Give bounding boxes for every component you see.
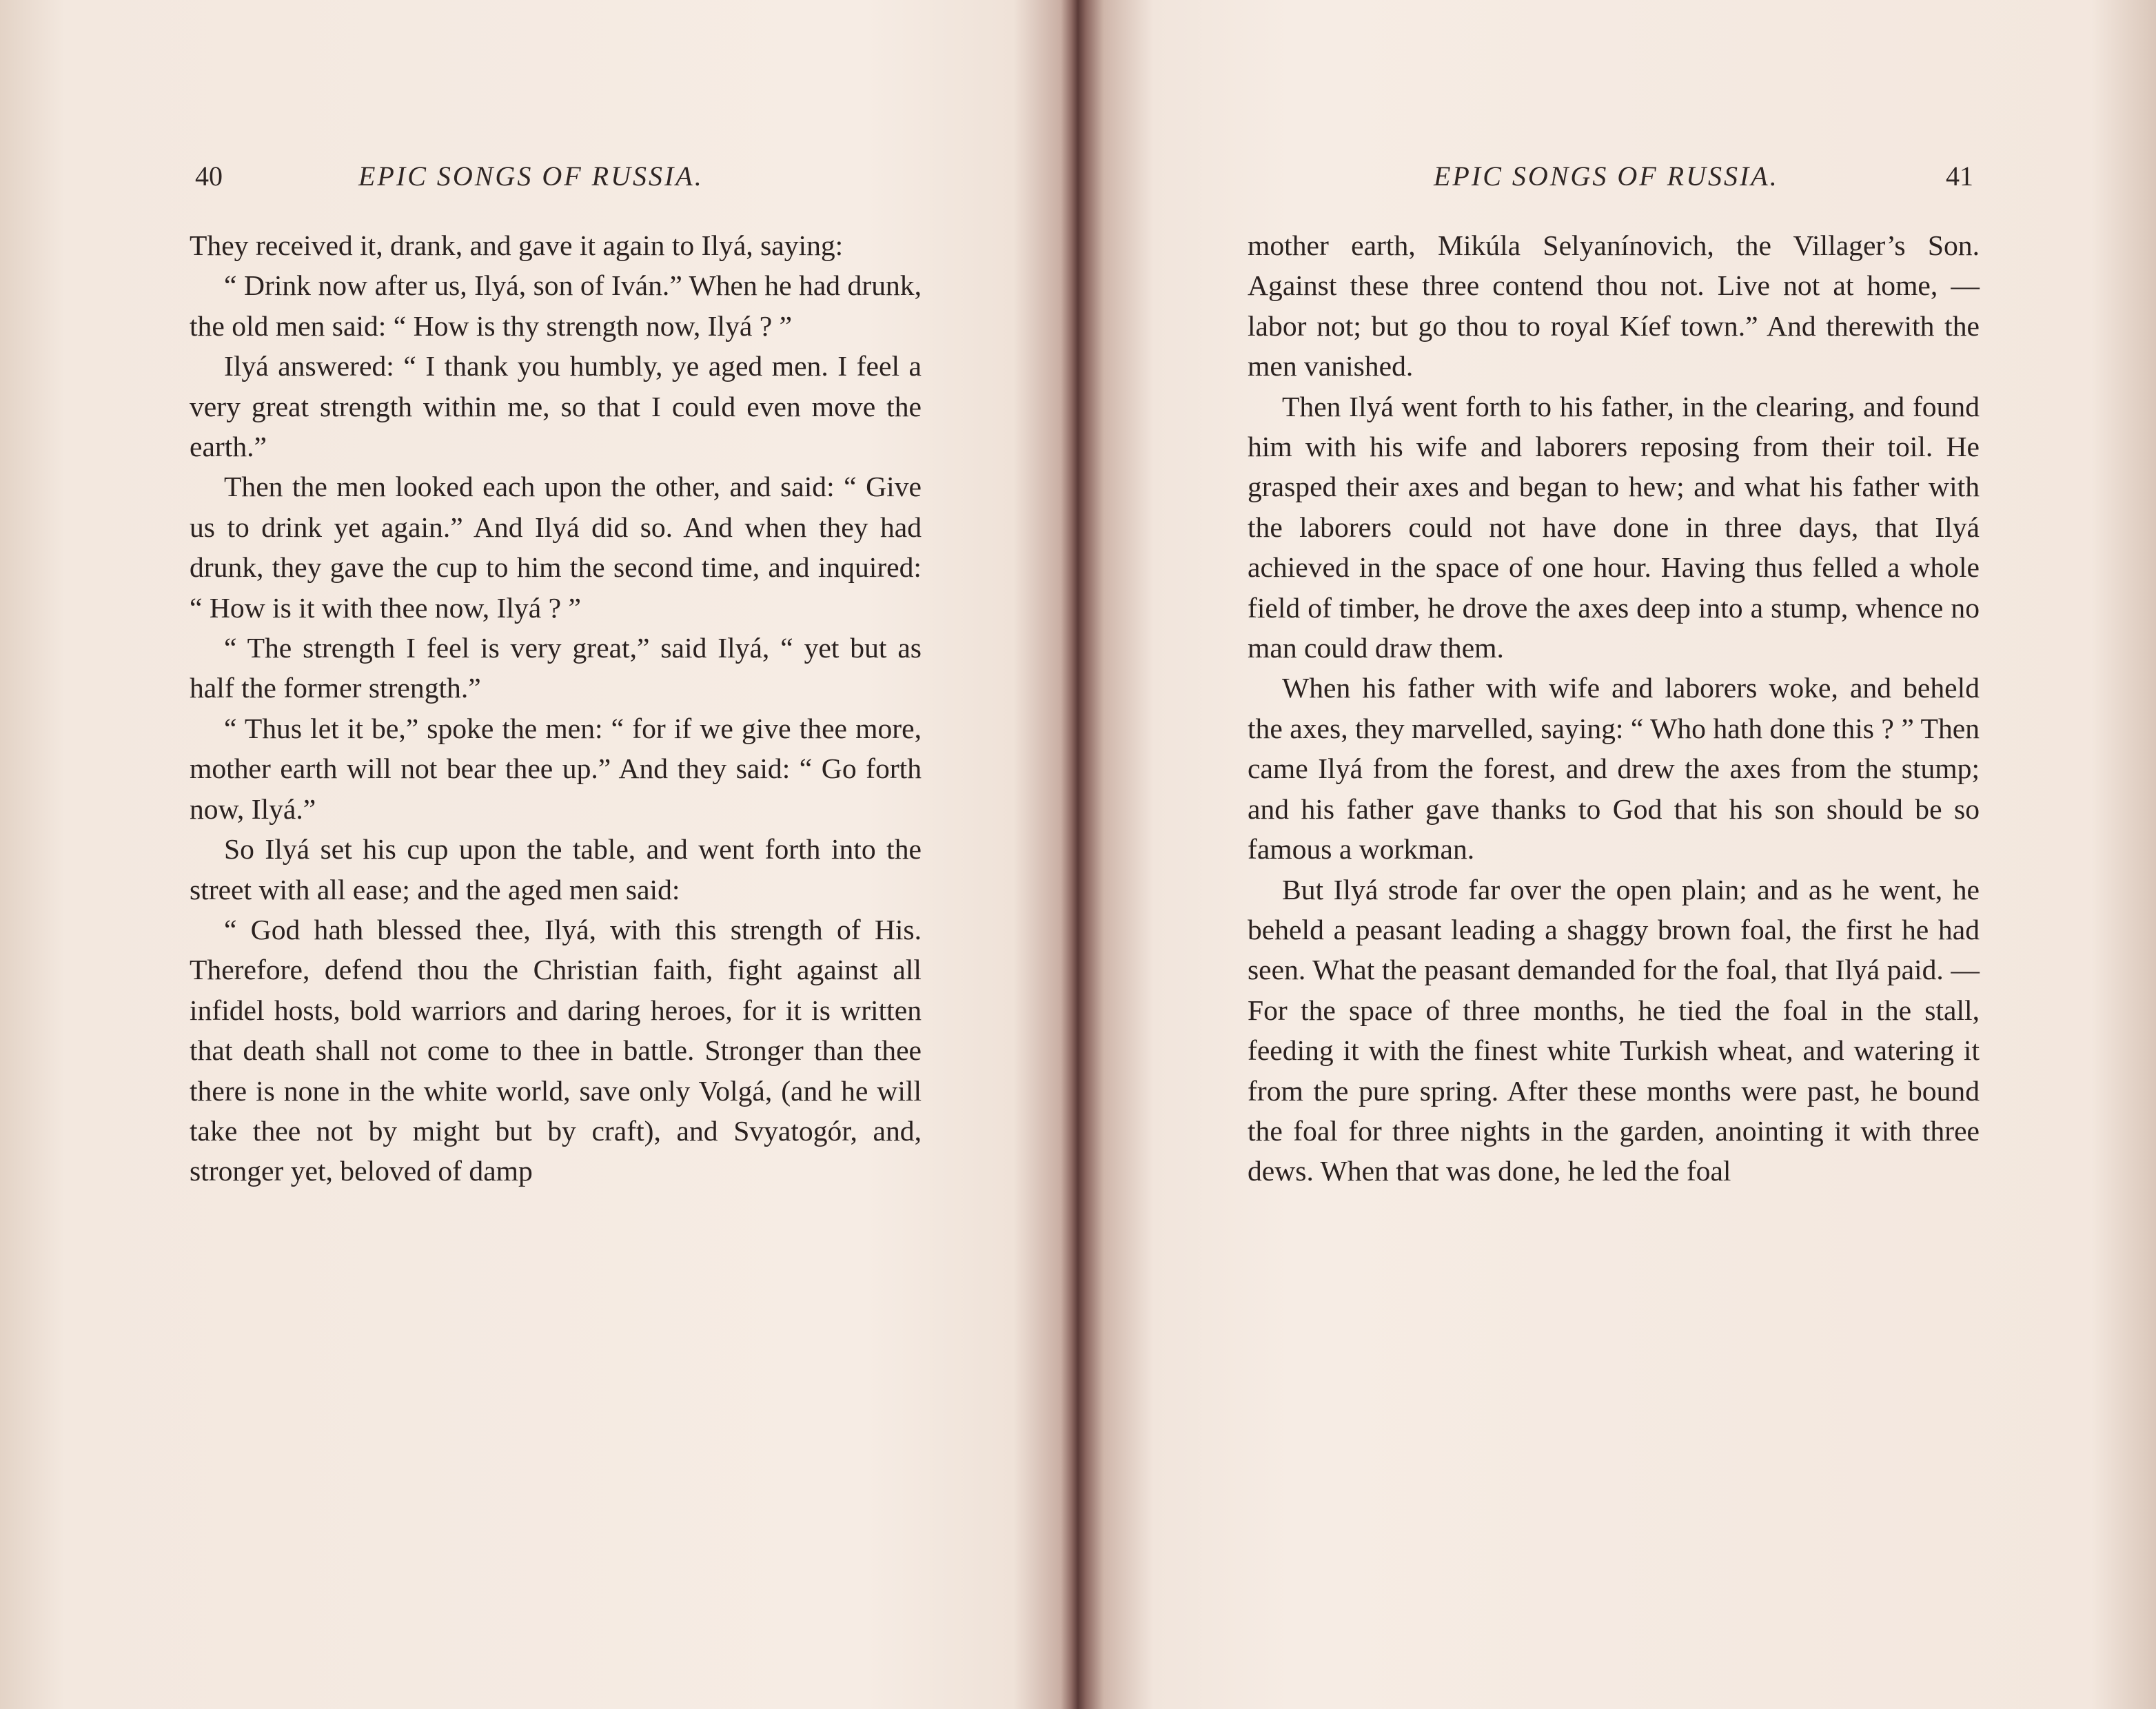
- paragraph: mother earth, Mikúla Selyanínovich, the Villager’s Son. Against these three contend thou not. Live not at home, — labor not; but go thou to royal Kíef town.” And therewith the men vanished.: [1248, 229, 1980, 382]
- paragraph: Then the men looked each upon the other, and said: “ Give us to drink yet again.” And Ilyá did so. And when they had drunk, they gave the cup to him the second time, and inquired: “ How is it with thee now, Ilyá ? ”: [190, 471, 922, 624]
- paragraph: “ God hath blessed thee, Ilyá, with this strength of His. Therefore, defend thou the Christian faith, fight against all infidel hosts, bold warriors and daring heroes, for it is written that death shall not come to thee in battle. Stronger than thee there is none in the white world, save only Volgá, (and he will take thee not by might but by craft), and Svyatogór, and, stronger yet, beloved of damp: [190, 913, 922, 1187]
- page-body: [190, 225, 922, 1191]
- paragraph: They received it, drank, and gave it again to Ilyá, saying:: [190, 229, 844, 261]
- paragraph: “ The strength I feel is very great,” said Ilyá, “ yet but as half the former strength.”: [190, 632, 922, 704]
- paragraph: But Ilyá strode far over the open plain; and as he went, he beheld a peasant leading a shaggy brown foal, the first he had seen. What the peasant demanded for the foal, that Ilyá paid. — For the space of three months, he tied the foal in the stall, feeding it with the finest white Turkish wheat, and watering it from the pure spring. After these months were past, he bound the foal for three nights in the garden, anointing it with three dews. When that was done, he led the foal: [1248, 873, 1980, 1187]
- paragraph: “ Thus let it be,” spoke the men: “ for if we give thee more, mother earth will not bear thee up.” And they said: “ Go forth now, Ilyá.”: [190, 712, 922, 825]
- running-head: EPIC SONGS OF RUSSIA.: [358, 161, 704, 192]
- paragraph: “ Drink now after us, Ilyá, son of Iván.” When he had drunk, the old men said: “ How is thy strength now, Ilyá ? ”: [190, 269, 922, 342]
- running-head: EPIC SONGS OF RUSSIA.: [1434, 161, 1779, 192]
- paragraph: Then Ilyá went forth to his father, in the clearing, and found him with his wife and laborers reposing from their toil. He grasped their axes and began to hew; and what his father with the laborers could not have done in three days, that Ilyá achieved in the space of one hour. Having thus felled a whole field of timber, he drove the axes deep into a stump, whence no man could draw them.: [1248, 390, 1980, 664]
- left-page: [0, 0, 1072, 1709]
- page-number: 40: [195, 161, 223, 192]
- paragraph: Ilyá answered: “ I thank you humbly, ye aged men. I feel a very great strength within me, so that I could even move the earth.”: [190, 350, 922, 463]
- paragraph: So Ilyá set his cup upon the table, and went forth into the street with all ease; and the aged men said:: [190, 833, 922, 905]
- page-body: [1248, 225, 1980, 1191]
- paragraph: When his father with wife and laborers woke, and beheld the axes, they marvelled, saying: “ Who hath done this ? ” Then came Ilyá from the forest, and drew the axes from the stump; and his father gave thanks to God that his son should be so famous a workman.: [1248, 672, 1980, 866]
- right-page: [1092, 0, 2156, 1709]
- page-number: 41: [1946, 161, 1973, 192]
